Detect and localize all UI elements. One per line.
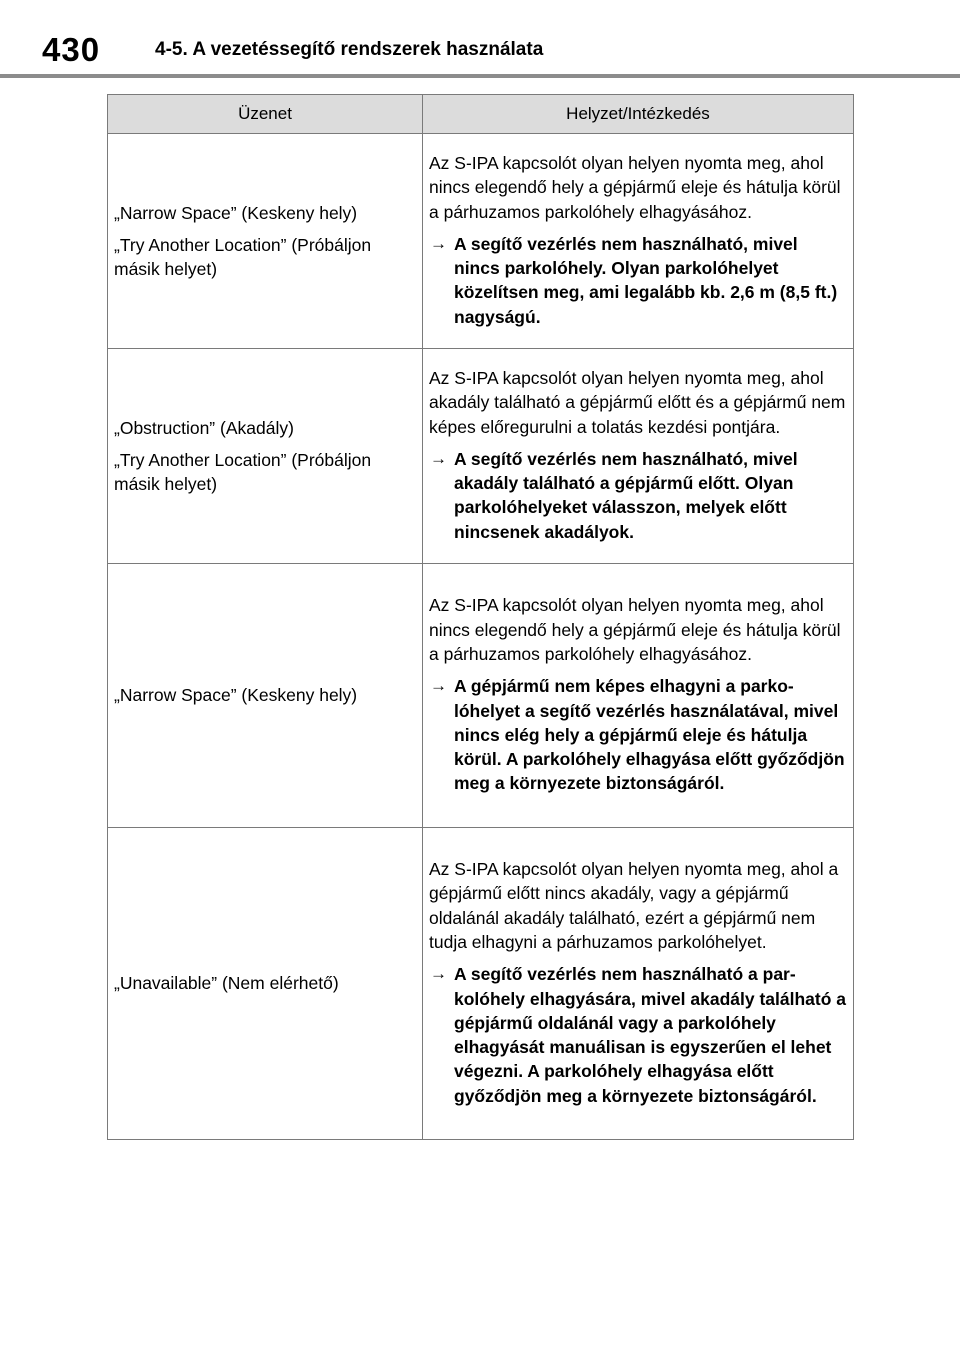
table-row (108, 828, 854, 1140)
message-text: „Try Another Location” (Próbáljon másik helyet) (114, 449, 372, 495)
header-divider (0, 74, 960, 78)
action-label: A gépjármű nem képes elhagyni a parkolóhelyet a segítő vezérlés használatával, mivel nincs elég hely a gépjármű eleje és hátulja körül. A parkolóhely elhagyása előtt győződjön meg a környezete biztonságáról. (454, 676, 845, 794)
message-cell (108, 134, 423, 349)
table-row (108, 134, 854, 349)
message-text: „Narrow Space” (Keskeny hely) (114, 202, 358, 223)
action-text (429, 674, 847, 795)
situation-text: Az S-IPA kapcsolót olyan helyen nyomta meg, ahol a gépjármű előtt nincs akadály, vagy a gépjármű oldalánál akadály található, ezért a gépjármű nem tudja elhagyni a párhuzamos parkolóhelyet. (429, 859, 839, 952)
situation-cell (423, 828, 854, 1140)
action-text (429, 962, 847, 1108)
message-text: „Obstruction” (Akadály) (114, 417, 294, 438)
situation-cell (423, 349, 854, 564)
message-cell (108, 828, 423, 1140)
message-text: „Narrow Space” (Keskeny hely) (114, 685, 358, 706)
header-message: Üzenet (108, 95, 423, 134)
header-situation: Helyzet/Intézkedés (423, 95, 854, 134)
message-cell (108, 349, 423, 564)
action-text (429, 232, 847, 329)
situation-text: Az S-IPA kapcsolót olyan helyen nyomta meg, ahol akadály található a gépjármű előtt és a gépjármű nem képes előregurulni a tolatás kezdési pontjára. (429, 367, 846, 437)
table-header-row (108, 95, 854, 134)
action-text (429, 447, 847, 544)
message-cell (108, 564, 423, 828)
situation-text: Az S-IPA kapcsolót olyan helyen nyomta meg, ahol nincs elegendő hely a gépjármű eleje és hátulja körül a párhuzamos parkolóhely elhagyásához. (429, 152, 841, 222)
arrow-right-icon: → (430, 676, 447, 696)
table-row (108, 349, 854, 564)
action-label: A segítő vezérlés nem használható, mivel akadály található a gépjármű előtt. Olyan parkolóhelyeket válasszon, melyek előtt nincsenek akadályok. (454, 448, 798, 542)
action-label: A segítő vezérlés nem használható, mivel nincs parkolóhely. Olyan parkolóhelyet közelítsen meg, ami legalább kb. 2,6 m (8,5 ft.) nagyságú. (454, 233, 838, 327)
situation-cell (423, 564, 854, 828)
message-table (107, 94, 854, 1140)
arrow-right-icon: → (430, 448, 447, 468)
message-text: „Try Another Location” (Próbáljon másik helyet) (114, 234, 372, 280)
arrow-right-icon: → (430, 964, 447, 984)
message-text: „Unavailable” (Nem elérhető) (114, 973, 339, 994)
section-title: 4-5. A vezetéssegítő rendszerek használata (155, 39, 544, 60)
situation-cell (423, 134, 854, 349)
action-label: A segítő vezérlés nem használható a parkolóhely elhagyására, mivel akadály található a gépjármű oldalánál vagy a parkolóhely elhagyását manuálisan is egyszerűen el lehet végezni. A parkolóhely elhagyása előtt győződjön meg a környezete biztonságáról. (454, 964, 846, 1106)
table-row (108, 564, 854, 828)
page-number: 430 (42, 31, 101, 68)
arrow-right-icon: → (430, 233, 447, 253)
situation-text: Az S-IPA kapcsolót olyan helyen nyomta meg, ahol nincs elegendő hely a gépjármű eleje és hátulja körül a párhuzamos parkolóhely elhagyásához. (429, 595, 841, 664)
